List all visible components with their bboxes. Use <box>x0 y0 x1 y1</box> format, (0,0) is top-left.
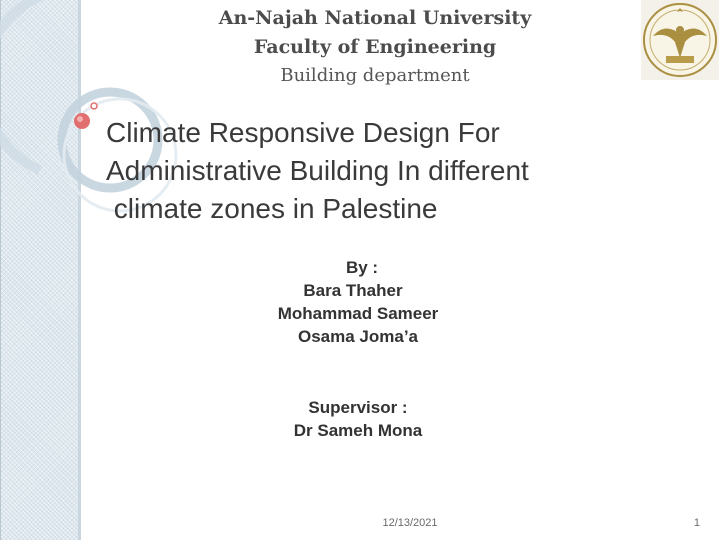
title-line: Climate Responsive Design For <box>106 117 500 148</box>
university-name: An-Najah National University <box>218 7 532 29</box>
authors-block <box>210 256 506 348</box>
supervisor-name: Dr Sameh Mona <box>293 421 423 440</box>
author-name: Osama Joma’a <box>297 327 418 346</box>
supervisor-block <box>210 396 506 442</box>
title-line: climate zones in Palestine <box>106 193 438 224</box>
department-name: Building department <box>280 65 470 86</box>
bullet-small-icon <box>91 103 97 109</box>
author-name: Bara Thaher <box>303 281 403 300</box>
author-name: Mohammad Sameer <box>277 304 439 323</box>
slide-title <box>106 114 646 228</box>
university-seal-icon <box>641 0 719 80</box>
supervisor-label: Supervisor : <box>308 398 408 417</box>
by-label: By : <box>345 258 379 277</box>
title-line: Administrative Building In different <box>106 155 529 186</box>
faculty-name: Faculty of Engineering <box>253 36 497 58</box>
footer-date: 12/13/2021 <box>382 517 438 529</box>
slide-number: 1 <box>693 517 700 529</box>
